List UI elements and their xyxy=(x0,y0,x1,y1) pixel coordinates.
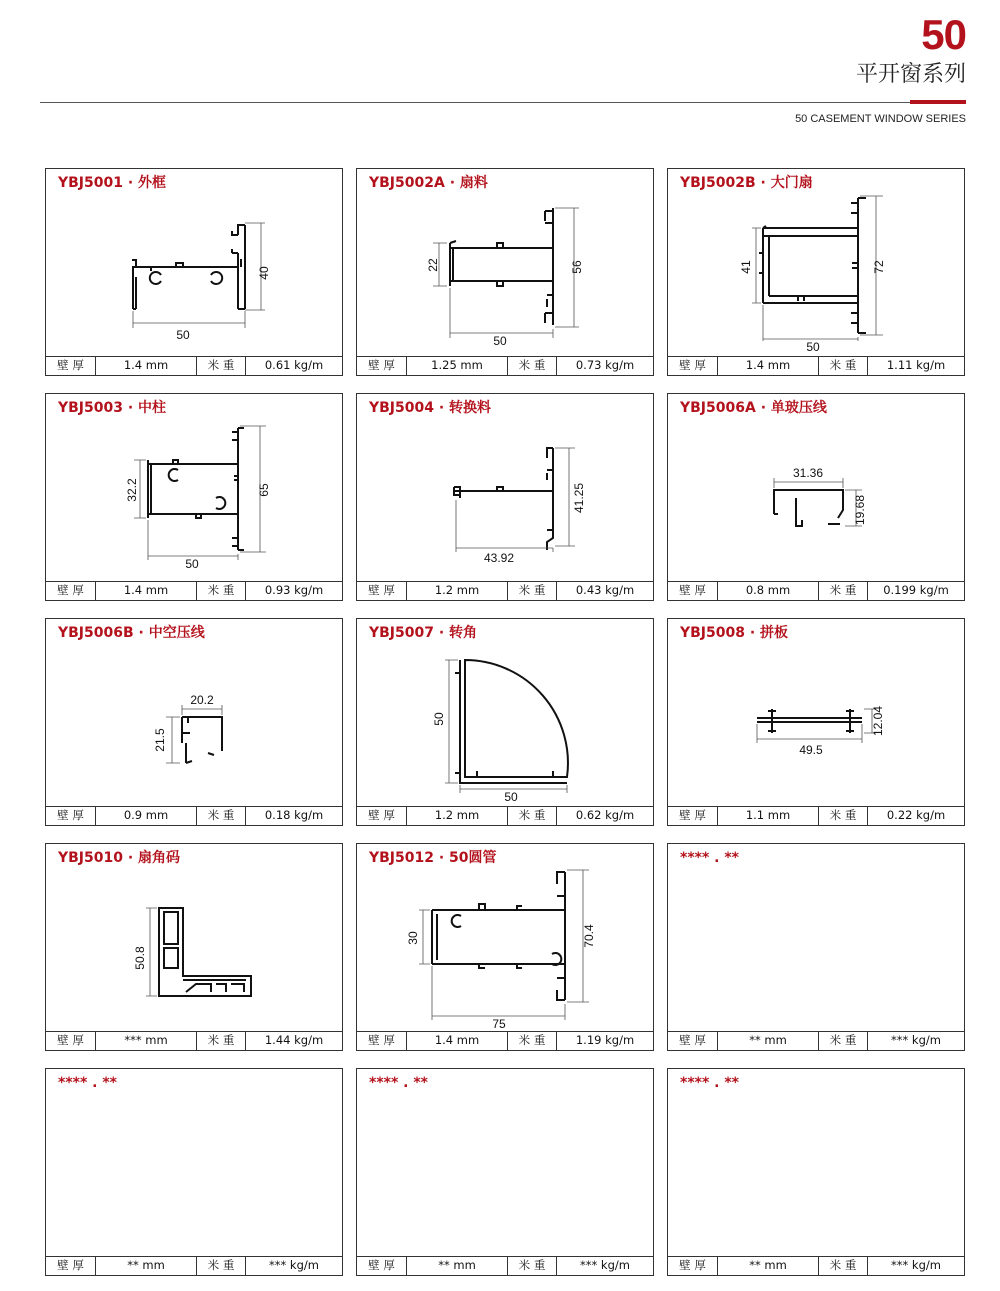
wall-thickness-label: 壁 厚 xyxy=(357,357,407,375)
profile-title: YBJ5006B · 中空压线 xyxy=(58,625,205,641)
profile-title: YBJ5002B · 大门扇 xyxy=(680,175,813,191)
profile-title: YBJ5001 · 外框 xyxy=(58,175,167,191)
unit-weight-value: *** kg/m xyxy=(891,1033,941,1047)
profile-drawing xyxy=(357,193,653,359)
wall-thickness-label: 壁 厚 xyxy=(46,1032,96,1050)
dim-label: 75 xyxy=(492,1017,506,1031)
wall-thickness-label: 壁 厚 xyxy=(46,1257,96,1275)
dim-label: 30 xyxy=(406,931,420,945)
header-accent-bar xyxy=(910,100,966,104)
spec-footer xyxy=(357,1031,653,1050)
unit-weight-value: 0.22 kg/m xyxy=(886,808,946,822)
unit-weight-label: 米 重 xyxy=(197,807,246,825)
profile-title: YBJ5006A · 单玻压线 xyxy=(680,400,827,416)
profile-drawing xyxy=(668,193,964,359)
unit-weight-label: 米 重 xyxy=(819,1032,868,1050)
profile-card xyxy=(45,618,343,826)
dim-label: 12.04 xyxy=(871,705,885,737)
profile-card xyxy=(356,393,654,601)
unit-weight-value: 0.43 kg/m xyxy=(575,583,635,597)
wall-thickness-label: 壁 厚 xyxy=(357,582,407,600)
wall-thickness-label: 壁 厚 xyxy=(357,1032,407,1050)
profile-card xyxy=(667,393,965,601)
spec-footer xyxy=(46,356,342,375)
profile-title: YBJ5004 · 转换料 xyxy=(369,400,492,416)
wall-thickness-label: 壁 厚 xyxy=(46,582,96,600)
profile-card xyxy=(356,1068,654,1276)
unit-weight-label: 米 重 xyxy=(508,357,557,375)
unit-weight-label: 米 重 xyxy=(197,357,246,375)
wall-thickness-value: ** mm xyxy=(718,1032,819,1050)
unit-weight-label: 米 重 xyxy=(819,357,868,375)
unit-weight-label: 米 重 xyxy=(197,582,246,600)
profile-title: YBJ5010 · 扇角码 xyxy=(58,850,181,866)
profile-title: **** . ** xyxy=(680,850,739,866)
profile-drawing xyxy=(46,193,342,359)
spec-footer xyxy=(668,1256,964,1275)
spec-footer xyxy=(357,581,653,600)
wall-thickness-value: 1.25 mm xyxy=(407,357,508,375)
profile-drawing xyxy=(46,643,342,809)
wall-thickness-label: 壁 厚 xyxy=(668,582,718,600)
unit-weight-value: 1.11 kg/m xyxy=(886,358,946,372)
profile-card xyxy=(667,1068,965,1276)
dim-label: 50.8 xyxy=(133,946,147,970)
profile-drawing xyxy=(357,643,653,809)
wall-thickness-label: 壁 厚 xyxy=(46,357,96,375)
wall-thickness-label: 壁 厚 xyxy=(46,807,96,825)
unit-weight-value: *** kg/m xyxy=(891,1258,941,1272)
spec-footer xyxy=(668,356,964,375)
dim-label: 32.2 xyxy=(125,478,139,502)
unit-weight-label: 米 重 xyxy=(197,1257,246,1275)
wall-thickness-value: ** mm xyxy=(718,1257,819,1275)
spec-footer xyxy=(668,806,964,825)
profile-card xyxy=(45,843,343,1051)
profile-drawing xyxy=(46,418,342,584)
dim-label: 41 xyxy=(739,260,753,274)
unit-weight-value: 0.73 kg/m xyxy=(575,358,635,372)
spec-footer xyxy=(46,1256,342,1275)
wall-thickness-value: *** mm xyxy=(96,1032,197,1050)
wall-thickness-label: 壁 厚 xyxy=(668,1257,718,1275)
profile-title: YBJ5003 · 中柱 xyxy=(58,400,167,416)
unit-weight-value: *** kg/m xyxy=(269,1258,319,1272)
profile-card xyxy=(45,393,343,601)
unit-weight-value: 0.93 kg/m xyxy=(264,583,324,597)
dim-label: 31.36 xyxy=(792,466,824,480)
spec-footer xyxy=(668,1031,964,1050)
wall-thickness-value: 1.4 mm xyxy=(407,1032,508,1050)
unit-weight-value: 0.61 kg/m xyxy=(264,358,324,372)
wall-thickness-value: ** mm xyxy=(407,1257,508,1275)
dim-label: 50 xyxy=(176,328,190,342)
dim-label: 22 xyxy=(426,258,440,272)
profile-drawing xyxy=(357,418,653,584)
unit-weight-label: 米 重 xyxy=(508,1257,557,1275)
profile-drawing xyxy=(668,418,964,584)
unit-weight-value: 0.199 kg/m xyxy=(883,583,949,597)
unit-weight-label: 米 重 xyxy=(508,582,557,600)
header-divider xyxy=(40,102,910,103)
unit-weight-label: 米 重 xyxy=(508,807,557,825)
profile-card xyxy=(667,618,965,826)
spec-footer xyxy=(668,581,964,600)
spec-footer xyxy=(46,806,342,825)
unit-weight-value: 1.19 kg/m xyxy=(575,1033,635,1047)
profile-card xyxy=(356,843,654,1051)
wall-thickness-label: 壁 厚 xyxy=(668,807,718,825)
spec-footer xyxy=(357,806,653,825)
profile-card xyxy=(45,1068,343,1276)
series-number: 50 xyxy=(921,11,966,58)
spec-footer xyxy=(46,1031,342,1050)
dim-label: 49.5 xyxy=(799,743,823,757)
wall-thickness-label: 壁 厚 xyxy=(357,1257,407,1275)
spec-footer xyxy=(46,581,342,600)
profile-title: **** . ** xyxy=(369,1075,428,1091)
dim-label: 41.25 xyxy=(572,482,586,514)
spec-footer xyxy=(357,356,653,375)
wall-thickness-value: ** mm xyxy=(96,1257,197,1275)
dim-label: 50 xyxy=(504,790,518,804)
dim-label: 56 xyxy=(570,260,584,274)
profile-title: YBJ5007 · 转角 xyxy=(369,625,478,641)
unit-weight-label: 米 重 xyxy=(819,807,868,825)
profile-drawing xyxy=(46,868,342,1034)
profile-drawing xyxy=(668,643,964,809)
profile-title: YBJ5008 · 拼板 xyxy=(680,625,789,641)
unit-weight-label: 米 重 xyxy=(197,1032,246,1050)
series-title-en: 50 CASEMENT WINDOW SERIES xyxy=(795,113,966,125)
spec-footer xyxy=(357,1256,653,1275)
profile-card xyxy=(356,168,654,376)
wall-thickness-value: 1.1 mm xyxy=(718,807,819,825)
dim-label: 50 xyxy=(432,712,446,726)
dim-label: 50 xyxy=(493,334,507,348)
dim-label: 40 xyxy=(257,266,271,280)
wall-thickness-value: 1.4 mm xyxy=(718,357,819,375)
dim-label: 19.68 xyxy=(853,494,867,526)
profile-card xyxy=(667,843,965,1051)
unit-weight-label: 米 重 xyxy=(819,1257,868,1275)
unit-weight-label: 米 重 xyxy=(508,1032,557,1050)
dim-label: 50 xyxy=(806,340,820,354)
unit-weight-value: 1.44 kg/m xyxy=(264,1033,324,1047)
wall-thickness-value: 0.8 mm xyxy=(718,582,819,600)
wall-thickness-label: 壁 厚 xyxy=(668,1032,718,1050)
wall-thickness-value: 1.2 mm xyxy=(407,807,508,825)
wall-thickness-value: 1.4 mm xyxy=(96,357,197,375)
dim-label: 20.2 xyxy=(190,693,214,707)
profile-card xyxy=(45,168,343,376)
profile-card xyxy=(356,618,654,826)
profile-title: **** . ** xyxy=(680,1075,739,1091)
wall-thickness-value: 1.4 mm xyxy=(96,582,197,600)
profile-title: YBJ5012 · 50圆管 xyxy=(369,850,497,866)
dim-label: 72 xyxy=(872,260,886,274)
dim-label: 50 xyxy=(185,557,199,571)
series-title-cn: 平开窗系列 xyxy=(855,62,966,87)
unit-weight-value: *** kg/m xyxy=(580,1258,630,1272)
wall-thickness-label: 壁 厚 xyxy=(357,807,407,825)
profile-card xyxy=(667,168,965,376)
unit-weight-value: 0.18 kg/m xyxy=(264,808,324,822)
profile-title: **** . ** xyxy=(58,1075,117,1091)
dim-label: 21.5 xyxy=(153,728,167,752)
unit-weight-label: 米 重 xyxy=(819,582,868,600)
profile-title: YBJ5002A · 扇料 xyxy=(369,175,488,191)
wall-thickness-value: 0.9 mm xyxy=(96,807,197,825)
dim-label: 70.4 xyxy=(582,924,596,948)
profile-drawing xyxy=(357,868,653,1034)
dim-label: 43.92 xyxy=(483,551,515,565)
unit-weight-value: 0.62 kg/m xyxy=(575,808,635,822)
wall-thickness-value: 1.2 mm xyxy=(407,582,508,600)
dim-label: 65 xyxy=(257,483,271,497)
wall-thickness-label: 壁 厚 xyxy=(668,357,718,375)
